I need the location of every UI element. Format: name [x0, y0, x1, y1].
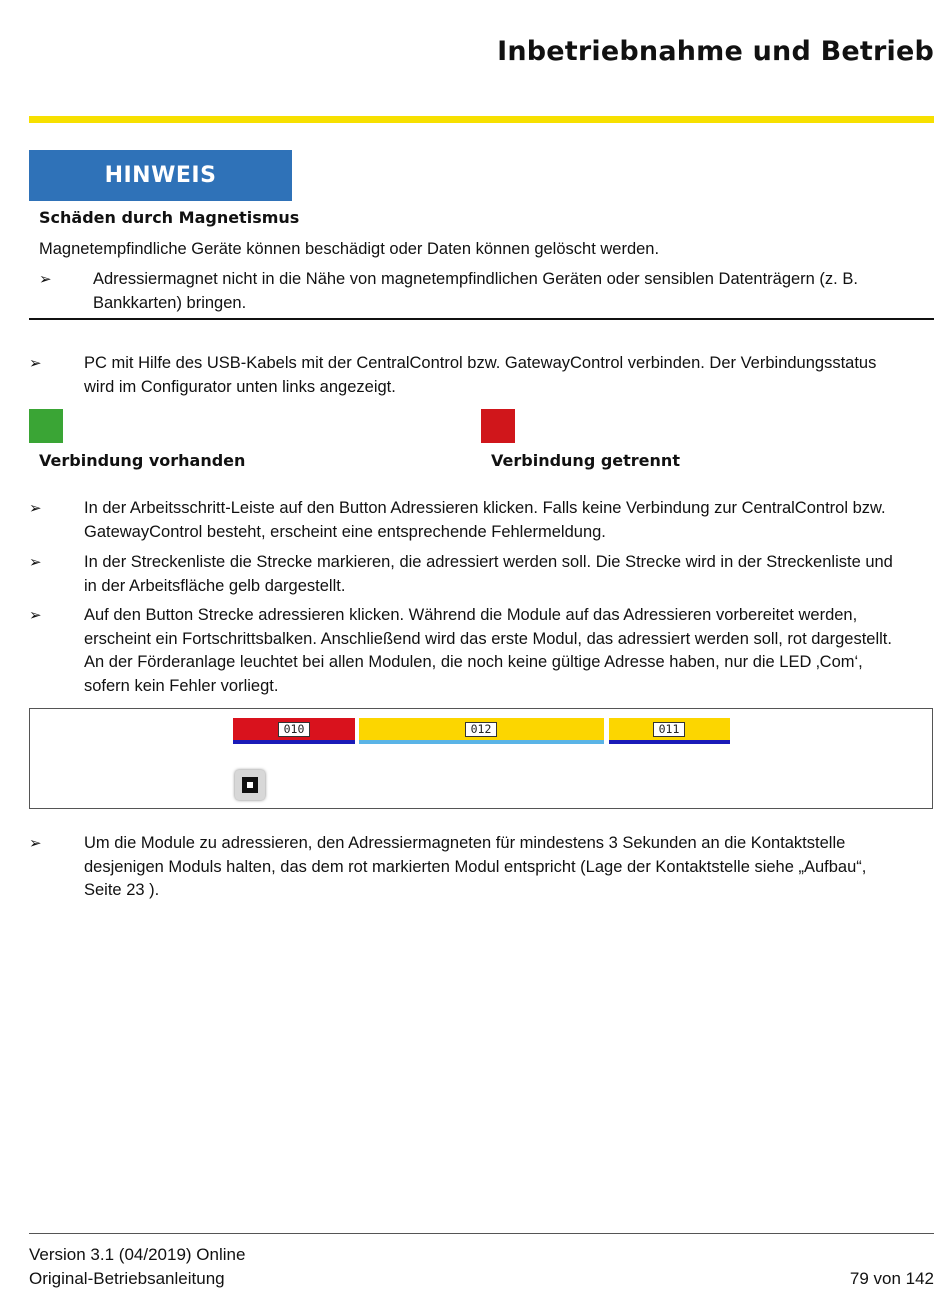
page-number: 79 von 142	[849, 1269, 934, 1288]
notice-label: HINWEIS	[29, 150, 292, 201]
footer-version: Version 3.1 (04/2019) Online	[29, 1245, 246, 1264]
step-line: In der Arbeitsschritt-Leiste auf den Button Adressieren klicken. Falls keine Verbindung zur CentralControl bzw.	[84, 499, 886, 517]
notice-bullet-line: Adressiermagnet nicht in die Nähe von magnetempfindlichen Geräten oder sensiblen Datenträgern (z. B.	[93, 270, 858, 288]
module-address-label: 011	[653, 722, 685, 737]
step-1	[84, 352, 876, 399]
step-line: Um die Module zu adressieren, den Adressiermagneten für mindestens 3 Sekunden an die Kontaktstelle	[84, 834, 846, 852]
page-title: Inbetriebnahme und Betrieb	[497, 36, 934, 67]
bullet-arrow-icon: ➢	[29, 553, 42, 571]
step-line: In der Streckenliste die Strecke markieren, die adressiert werden soll. Die Strecke wird in der Streckenliste und	[84, 553, 893, 571]
status-disconnected-swatch	[481, 409, 515, 443]
module-underline	[359, 740, 604, 744]
step-line: wird im Configurator unten links angezeigt.	[84, 377, 396, 396]
module-address-label: 012	[465, 722, 497, 737]
footer-divider	[29, 1233, 934, 1234]
step-4	[84, 604, 892, 698]
step-line: in der Arbeitsfläche gelb dargestellt.	[84, 576, 346, 595]
status-connected-swatch	[29, 409, 63, 443]
conveyor-module	[609, 718, 730, 744]
bullet-arrow-icon: ➢	[29, 606, 42, 624]
step-line: GatewayControl besteht, erscheint eine entsprechende Fehlermeldung.	[84, 522, 606, 541]
notice-bullet	[93, 268, 858, 315]
footer-doc-type: Original-Betriebsanleitung	[29, 1269, 225, 1288]
conveyor-figure	[29, 708, 933, 809]
step-line: erscheint ein Fortschrittsbalken. Anschließend wird das erste Modul, das adressiert werden soll, rot dargestellt.	[84, 629, 892, 648]
step-line: An der Förderanlage leuchtet bei allen Modulen, die noch keine gültige Adresse haben, nur die LED ‚Com‘,	[84, 653, 863, 671]
step-line: desjenigen Moduls halten, das dem rot markierten Modul entspricht (Lage der Kontaktstelle siehe „Aufbau“,	[84, 857, 867, 876]
bullet-arrow-icon: ➢	[39, 270, 52, 288]
notice-text: Magnetempfindliche Geräte können beschädigt oder Daten können gelöscht werden.	[39, 240, 660, 258]
notice-title: Schäden durch Magnetismus	[39, 208, 300, 227]
step-2	[84, 497, 886, 544]
notice-divider	[29, 318, 934, 320]
conveyor-module	[233, 718, 355, 744]
step-line: sofern kein Fehler vorliegt.	[84, 676, 279, 695]
header-rule	[29, 116, 934, 123]
bullet-arrow-icon: ➢	[29, 499, 42, 517]
bullet-arrow-icon: ➢	[29, 834, 42, 852]
step-line: Auf den Button Strecke adressieren klicken. Während die Module auf das Adressieren vorbereitet werden,	[84, 606, 858, 624]
step-3	[84, 551, 893, 598]
stop-icon	[235, 770, 265, 800]
module-underline	[233, 740, 355, 744]
module-address-label: 010	[278, 722, 310, 737]
notice-bullet-line: Bankkarten) bringen.	[93, 293, 247, 312]
bullet-arrow-icon: ➢	[29, 354, 42, 372]
step-line: PC mit Hilfe des USB-Kabels mit der CentralControl bzw. GatewayControl verbinden. Der Verbindungsstatus	[84, 354, 877, 372]
status-connected-label: Verbindung vorhanden	[39, 451, 246, 470]
step-line: Seite 23 ).	[84, 881, 160, 899]
module-underline	[609, 740, 730, 744]
step-5	[84, 832, 866, 903]
footer-info	[29, 1243, 245, 1291]
conveyor-module	[359, 718, 604, 744]
status-disconnected-label: Verbindung getrennt	[491, 451, 680, 470]
